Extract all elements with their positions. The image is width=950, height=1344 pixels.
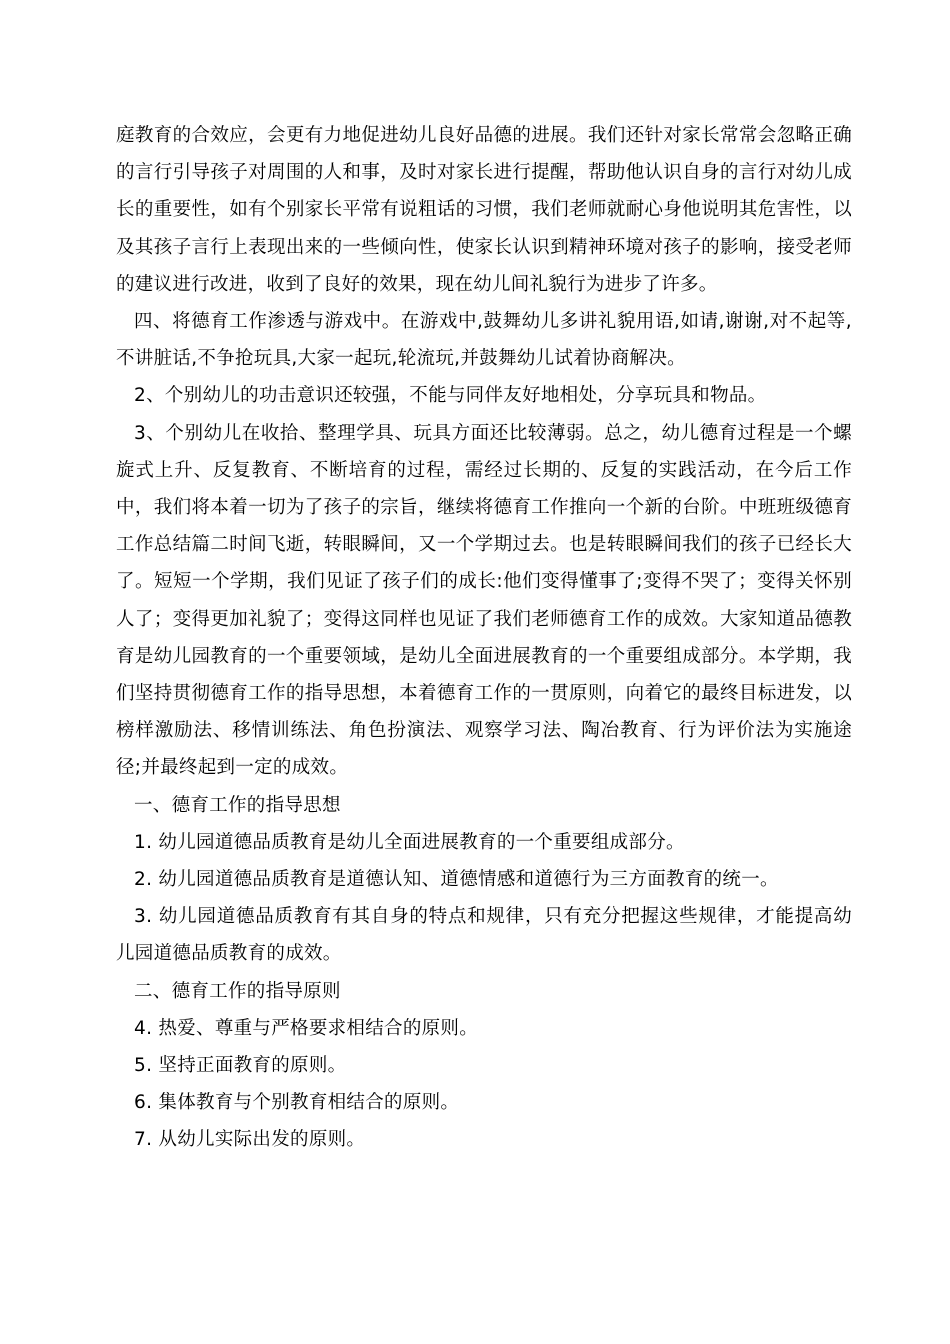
list-item-ideology-1: 1. 幼儿园道德品质教育是幼儿全面进展教育的一个重要组成部分。 xyxy=(134,831,685,853)
list-item-ideology-3: 3. 幼儿园道德品质教育有其自身的特点和规律，只有充分把握这些规律，才能提高幼儿园道德品质教育的成效。 xyxy=(116,906,852,965)
paragraph-section-four-games: 四、将德育工作渗透与游戏中。在游戏中,鼓舞幼儿多讲礼貌用语,如请,谢谢,对不起等,不讲脏话,不争抢玩具,大家一起玩,轮流玩,并鼓舞幼儿试着协商解决。 xyxy=(116,311,852,370)
list-item-principle-5: 5. 坚持正面教育的原则。 xyxy=(134,1055,347,1077)
document-body xyxy=(116,117,852,1159)
heading-guiding-ideology: 一、德育工作的指导思想 xyxy=(134,794,341,816)
list-item-principle-7: 7. 从幼儿实际出发的原则。 xyxy=(134,1129,366,1151)
paragraph-issue-three-summary: 3、个别幼儿在收拾、整理学具、玩具方面还比较薄弱。总之，幼儿德育过程是一个螺旋式上升、反复教育、不断培育的过程，需经过长期的、反复的实践活动，在今后工作中，我们将本着一切为了孩子的宗旨，继续将德育工作推向一个新的台阶。中班班级德育工作总结篇二时间飞逝，转眼瞬间，又一个学期过去。也是转眼瞬间我们的孩子已经长大了。短短一个学期，我们见证了孩子们的成长:他们变得懂事了;变得不哭了；变得关怀别人了；变得更加礼貌了；变得这同样也见证了我们老师德育工作的成效。大家知道品德教育是幼儿园教育的一个重要领域，是幼儿全面进展教育的一个重要组成部分。本学期，我们坚持贯彻德育工作的指导思想，本着德育工作的一贯原则，向着它的最终目标进发，以榜样激励法、移情训练法、角色扮演法、观察学习法、陶冶教育、行为评价法为实施途径;并最终起到一定的成效。 xyxy=(116,422,852,779)
paragraph-family-cooperation: 庭教育的合效应，会更有力地促进幼儿良好品德的进展。我们还针对家长常常会忽略正确的言行引导孩子对周围的人和事，及时对家长进行提醒，帮助他认识自身的言行对幼儿成长的重要性，如有个别家长平常有说粗话的习惯，我们老师就耐心身他说明其危害性，以及其孩子言行上表现出来的一些倾向性，使家长认识到精神环境对孩子的影响，接受老师的建议进行改进，收到了良好的效果，现在幼儿间礼貌行为进步了许多。 xyxy=(116,125,852,295)
list-item-principle-6: 6. 集体教育与个别教育相结合的原则。 xyxy=(134,1092,460,1114)
list-item-principle-4: 4. 热爱、尊重与严格要求相结合的原则。 xyxy=(134,1017,479,1039)
paragraph-issue-two: 2、个别幼儿的功击意识还较强，不能与同伴友好地相处，分享玩具和物品。 xyxy=(134,385,767,407)
list-item-ideology-2: 2. 幼儿园道德品质教育是道德认知、道德情感和道德行为三方面教育的统一。 xyxy=(134,869,779,891)
heading-guiding-principles: 二、德育工作的指导原则 xyxy=(134,980,341,1002)
